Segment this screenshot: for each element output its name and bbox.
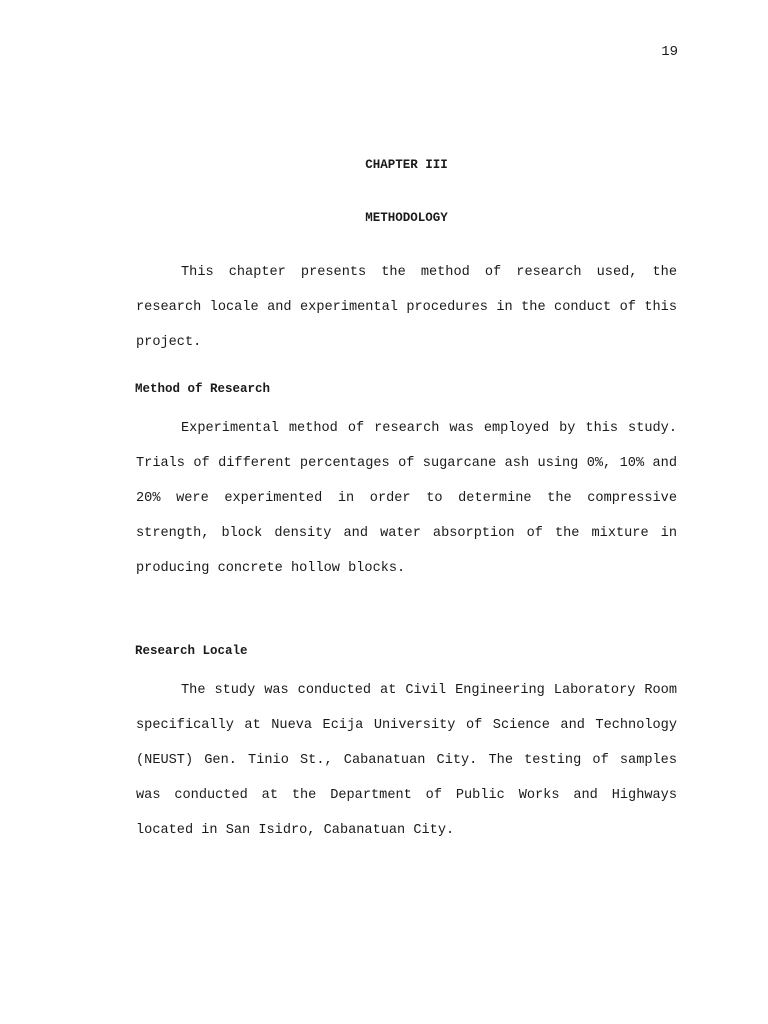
research-locale-paragraph: The study was conducted at Civil Engineering Laboratory Room specifically at Nueva Ecija University of Science and Technology (NEUST) Gen. Tinio St., Cabanatuan City. The testing of samples was conducted at the Department of Public Works and Highways located in San Isidro, Cabanatuan City. [136, 683, 677, 839]
research-locale-heading: Research Locale [135, 644, 248, 658]
page-number: 19 [661, 44, 678, 60]
chapter-title: METHODOLOGY [365, 211, 448, 225]
chapter-heading: CHAPTER III [365, 158, 448, 172]
method-of-research-heading: Method of Research [135, 382, 271, 396]
intro-paragraph: This chapter presents the method of research used, the research locale and experimental procedures in the conduct of this project. [136, 265, 677, 351]
method-of-research-paragraph: Experimental method of research was employed by this study. Trials of different percentages of sugarcane ash using 0%, 10% and 20% were experimented in order to determine the compressive strength, block density and water absorption of the mixture in producing concrete hollow blocks. [136, 421, 677, 577]
